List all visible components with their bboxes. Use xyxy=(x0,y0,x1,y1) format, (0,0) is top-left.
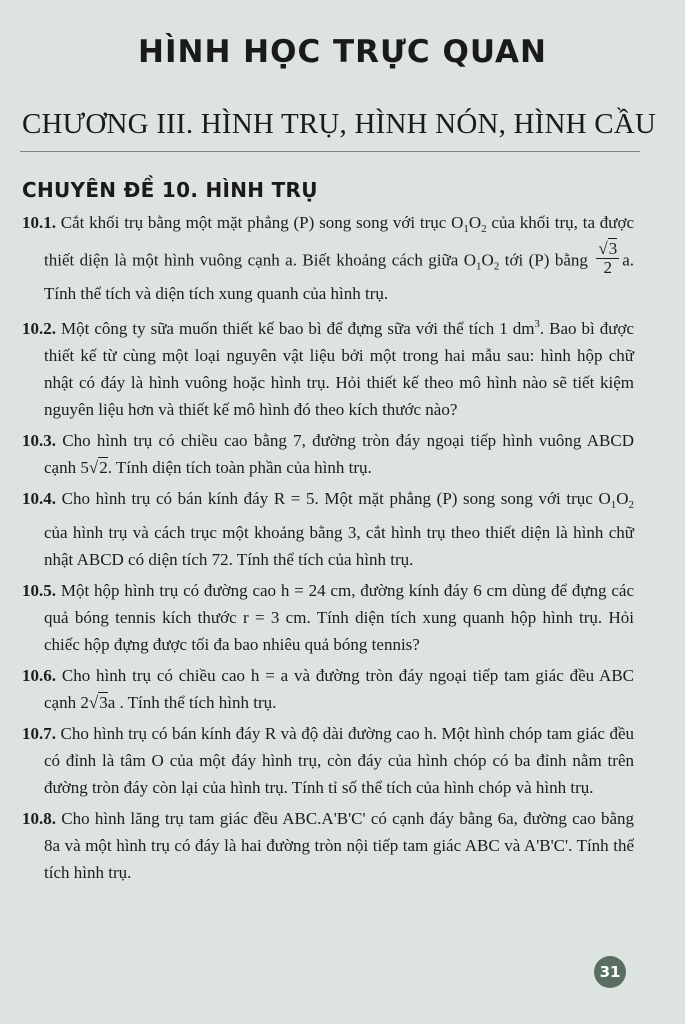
problem-number: 10.1. xyxy=(22,213,56,232)
subscript: 2 xyxy=(628,499,635,512)
sqrt-sign: √ xyxy=(88,693,99,713)
problem-text: Một công ty sữa muốn thiết kế bao bì để đựng sữa với thể tích 1 dm xyxy=(61,319,535,339)
problem-text: của khối trụ, ta được thiết diện là một hình vuông cạnh a. Biết khoảng cách giữa O xyxy=(44,213,635,270)
problem-10-6 xyxy=(22,662,634,716)
problem-text: Cho hình trụ có bán kính đáy R và độ dài đường cao h. Một hình chóp tam giác đều có đỉnh là tâm O của một đáy hình trụ, còn đáy của hình chóp có ba đỉnh nằm trên đường tròn đáy còn lại của hình trụ. Tính tỉ số thể tích của hình chóp và hình trụ. xyxy=(44,724,635,798)
problem-number: 10.5. xyxy=(22,581,56,601)
superscript: 3 xyxy=(534,318,540,331)
sqrt-sign: √ xyxy=(88,458,99,478)
fraction-denominator: 2 xyxy=(603,258,613,277)
problem-10-7 xyxy=(22,720,634,801)
problem-number: 10.3. xyxy=(22,431,56,451)
page-title: HÌNH HỌC TRỰC QUAN xyxy=(138,34,547,70)
problem-text: của hình trụ và cách trục một khoảng bằng 3, cắt hình trụ theo thiết diện là hình chữ nhật ABCD có diện tích 72. Tính thể tích của hình trụ. xyxy=(44,523,634,570)
sqrt-sign: √ xyxy=(598,239,608,258)
problem-number: 10.8. xyxy=(22,809,56,829)
problem-text: Cho hình trụ có chiều cao bằng 7, đường tròn đáy ngoại tiếp hình vuông ABCD cạnh 5 xyxy=(44,431,634,478)
problem-number: 10.6. xyxy=(22,666,56,686)
problem-10-8 xyxy=(22,805,634,886)
problem-text: tới (P) bằng xyxy=(499,250,588,270)
problem-text: Cắt khối trụ bằng một mặt phẳng (P) song song với trục O xyxy=(60,213,464,232)
problem-10-3 xyxy=(22,427,634,481)
problem-10-5 xyxy=(22,577,634,658)
problem-text: . Bao bì được thiết kế từ cùng một loại nguyên vật liệu bởi một trong hai mẫu sau: hình hộp chữ nhật có đáy là hình vuông hoặc hình trụ. Hỏi thiết kế theo mô hình nào sẽ tiết kiệm nguyên liệu hơn và thiết kế mô hình đó theo kích thước nào? xyxy=(44,319,635,420)
problem-text: Cho hình trụ có bán kính đáy R = 5. Một mặt phẳng (P) song song với trục O xyxy=(61,489,611,509)
section-title: CHUYÊN ĐỀ 10. HÌNH TRỤ xyxy=(22,178,318,202)
radicand: 3 xyxy=(608,239,618,258)
fraction-numerator xyxy=(596,240,619,259)
problem-10-2 xyxy=(22,311,634,423)
subscript: 1 xyxy=(476,260,482,273)
problem-number: 10.7. xyxy=(22,724,56,744)
subscript: 1 xyxy=(463,223,469,235)
problem-number: 10.2. xyxy=(22,319,56,339)
problem-text: O xyxy=(481,250,494,270)
chapter-title: CHƯƠNG III. HÌNH TRỤ, HÌNH NÓN, HÌNH CẦU xyxy=(22,108,657,140)
chapter-divider xyxy=(20,151,640,152)
problem-number: 10.4. xyxy=(22,489,56,509)
problem-text: a. Tính thể tích và diện tích xung quanh của hình trụ. xyxy=(44,250,634,304)
problem-10-4 xyxy=(22,485,634,573)
problem-10-1 xyxy=(22,209,634,307)
radicand: 2 xyxy=(99,458,108,478)
radicand: 3 xyxy=(99,693,108,713)
problem-text: a . Tính thể tích hình trụ. xyxy=(107,693,277,713)
problem-text: O xyxy=(468,213,482,232)
problem-text: O xyxy=(616,489,629,509)
problem-text: Cho hình trụ có chiều cao h = a và đường tròn đáy ngoại tiếp tam giác đều ABC cạnh 2 xyxy=(44,666,635,713)
problem-list xyxy=(22,209,634,890)
problem-text: Cho hình lăng trụ tam giác đều ABC.A'B'C' có cạnh đáy bằng 6a, đường cao bằng 8a và một hình trụ có đáy là hai đường tròn nội tiếp tam giác ABC và A'B'C'. Tính thể tích hình trụ. xyxy=(44,809,635,883)
problem-text: Một hộp hình trụ có đường cao h = 24 cm, đường kính đáy 6 cm dùng để đựng các quả bóng tennis kích thước r = 3 cm. Tính diện tích xung quanh hộp hình trụ. Hỏi chiếc hộp đựng được tối đa bao nhiêu quả bóng tennis? xyxy=(44,581,635,655)
subscript: 2 xyxy=(493,260,500,273)
problem-text: . Tính diện tích toàn phần của hình trụ. xyxy=(107,458,372,478)
subscript: 2 xyxy=(481,223,487,235)
page-number-badge: 31 xyxy=(594,956,626,988)
fraction xyxy=(596,240,619,277)
subscript: 1 xyxy=(610,499,617,512)
